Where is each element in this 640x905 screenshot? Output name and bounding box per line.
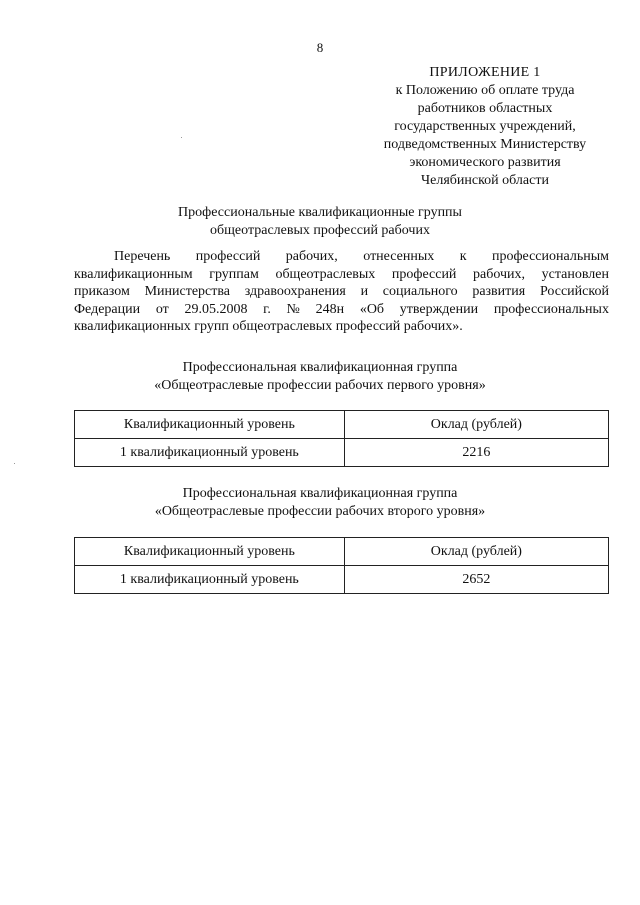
group-2-table	[74, 537, 609, 594]
group-title-line: «Общеотраслевые профессии рабочих первого уровня»	[154, 378, 486, 393]
intro-word: 29.05.2008	[184, 301, 248, 317]
group-title-line: «Общеотраслевые профессии рабочих второго уровня»	[154, 504, 486, 519]
intro-word: Федерации	[74, 301, 141, 317]
annex-title: ПРИЛОЖЕНИЕ 1	[429, 65, 541, 80]
group-title-line: Профессиональная квалификационная группа	[182, 486, 458, 501]
document-title	[0, 204, 640, 240]
intro-line	[74, 283, 609, 301]
header-cell-salary: Оклад (рублей)	[344, 538, 608, 566]
intro-line	[74, 248, 609, 266]
intro-word: профессий	[391, 266, 457, 282]
annex-line: работников областных	[417, 101, 553, 116]
annex-line: к Положению об оплате труда	[395, 83, 575, 98]
annex-block	[360, 64, 610, 190]
intro-word: №	[286, 301, 300, 317]
table-row	[75, 439, 609, 467]
intro-word: г.	[263, 301, 271, 317]
intro-line	[74, 266, 609, 284]
intro-word: группам	[209, 266, 259, 282]
intro-last-line: квалификационных групп общеотраслевых профессий рабочих».	[74, 319, 463, 334]
intro-word: утверждении	[399, 301, 479, 317]
scan-speck	[181, 137, 182, 138]
annex-line: подведомственных Министерству	[383, 137, 587, 152]
intro-word: здравоохранения	[244, 284, 346, 299]
annex-line: государственных учреждений,	[394, 119, 576, 134]
cell-level: 1 квалификационный уровень	[75, 439, 345, 467]
document-title-line: общеотраслевых профессий рабочих	[210, 223, 430, 238]
header-cell-level: Квалификационный уровень	[75, 538, 345, 566]
intro-word: развития	[472, 284, 526, 299]
group-1-title	[0, 359, 640, 395]
intro-word: квалификационным	[74, 266, 193, 282]
intro-word: от	[155, 301, 169, 317]
intro-word: Министерства	[144, 284, 231, 299]
intro-word: профессий	[195, 249, 261, 264]
intro-word: профессиональным	[491, 249, 609, 264]
cell-salary: 2216	[344, 439, 608, 467]
annex-line: экономического развития	[409, 155, 561, 170]
intro-word: к	[459, 249, 467, 264]
intro-word: 248н	[315, 301, 345, 317]
document-title-line: Профессиональные квалификационные группы	[178, 205, 462, 220]
header-cell-salary: Оклад (рублей)	[344, 411, 608, 439]
intro-word: профессиональных	[493, 301, 609, 317]
intro-word: установлен	[541, 266, 609, 282]
group-1-table	[74, 410, 609, 467]
table-header-row	[75, 411, 609, 439]
intro-word: и	[360, 284, 369, 299]
intro-word: приказом	[74, 284, 130, 299]
page-number: 8	[316, 40, 324, 55]
intro-line	[74, 301, 609, 319]
annex-line: Челябинской области	[421, 173, 549, 188]
table-row	[75, 566, 609, 594]
cell-salary: 2652	[344, 566, 608, 594]
intro-word: Перечень	[114, 249, 171, 264]
cell-level: 1 квалификационный уровень	[75, 566, 345, 594]
intro-word: рабочих,	[285, 249, 338, 264]
intro-word: рабочих,	[473, 266, 526, 282]
header-cell-level: Квалификационный уровень	[75, 411, 345, 439]
intro-word: Российской	[539, 284, 609, 299]
intro-word: общеотраслевых	[275, 266, 376, 282]
group-2-title	[0, 485, 640, 521]
scan-speck	[14, 463, 15, 464]
group-title-line: Профессиональная квалификационная группа	[182, 360, 458, 375]
intro-paragraph	[74, 248, 609, 336]
intro-word: социального	[382, 284, 458, 299]
intro-line	[74, 318, 609, 336]
intro-word: отнесенных	[363, 249, 435, 264]
table-header-row	[75, 538, 609, 566]
intro-word: «Об	[359, 301, 385, 317]
